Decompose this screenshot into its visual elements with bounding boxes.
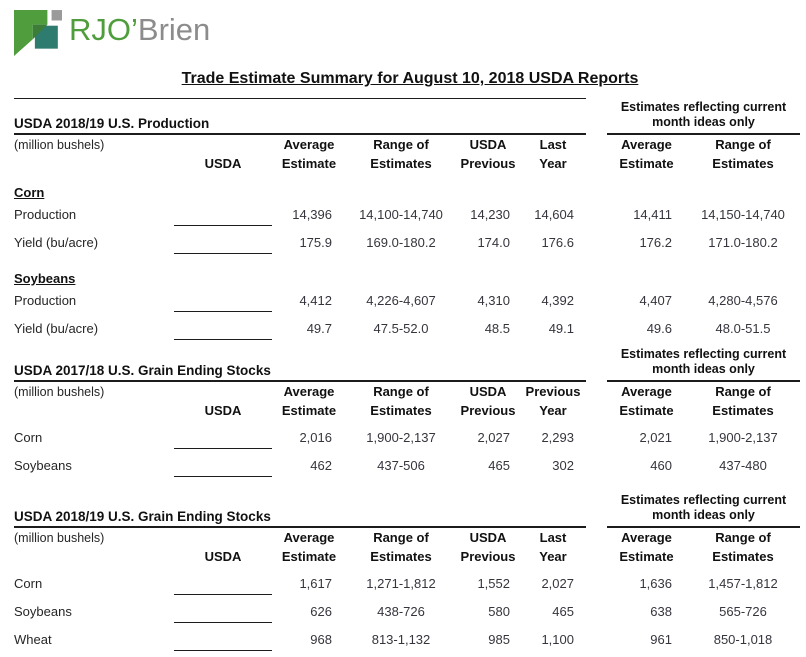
col-last-year: Last — [539, 530, 567, 545]
col-range-estimates-2: Estimates — [370, 403, 432, 418]
col-usda-previous: USDA — [469, 384, 507, 399]
usda-blank-line — [174, 320, 272, 340]
page-title-row — [14, 70, 806, 90]
col-last-year-2: Year — [539, 549, 567, 564]
cell-avg: 462 — [310, 457, 332, 473]
section-title: USDA 2017/18 U.S. Grain Ending Stocks — [14, 363, 271, 378]
cell-current-range: 565-726 — [719, 603, 767, 619]
cell-year: 49.1 — [548, 320, 574, 336]
column-header-row-1 — [14, 135, 806, 154]
col-usda-previous: USDA — [469, 137, 507, 152]
col-current-avg: Average — [621, 384, 672, 399]
column-header-row-2 — [14, 401, 806, 420]
row-label: Yield (bu/acre) — [14, 234, 99, 250]
cell-prev: 174.0 — [477, 234, 510, 250]
section-ending-stocks-1718 — [14, 345, 806, 479]
col-usda-previous-2: Previous — [460, 403, 516, 418]
unit-label: (million bushels) — [14, 530, 105, 545]
usda-blank-line — [174, 457, 272, 477]
cell-prev: 465 — [488, 457, 510, 473]
row-label: Production — [14, 206, 77, 222]
cell-year: 302 — [552, 457, 574, 473]
usda-blank-line — [174, 631, 272, 651]
row-label: Yield (bu/acre) — [14, 320, 99, 336]
group-header-corn — [14, 178, 806, 200]
cell-prev: 4,310 — [477, 292, 510, 308]
col-range-estimates: Range of — [373, 384, 429, 399]
brand-text-green: RJO’ — [69, 12, 138, 47]
row-label: Soybeans — [14, 457, 72, 473]
cell-range: 4,226-4,607 — [366, 292, 436, 308]
section-head — [14, 491, 806, 528]
cell-prev: 1,552 — [477, 575, 510, 591]
cell-current-avg: 176.2 — [639, 234, 672, 250]
group-name: Corn — [14, 185, 45, 200]
column-header-row-2 — [14, 547, 806, 566]
col-avg-estimate: Average — [283, 137, 335, 152]
usda-blank-line — [174, 603, 272, 623]
col-usda: USDA — [204, 403, 242, 418]
cell-year: 176.6 — [541, 234, 574, 250]
col-previous-year: Previous — [525, 384, 581, 399]
brand-wordmark — [69, 8, 210, 52]
cell-year: 2,027 — [541, 575, 574, 591]
column-header-row-1 — [14, 382, 806, 401]
cell-current-range: 48.0-51.5 — [715, 320, 771, 336]
col-current-avg-2: Estimate — [619, 549, 674, 564]
cell-year: 1,100 — [541, 631, 574, 647]
col-range-estimates-2: Estimates — [370, 549, 432, 564]
cell-current-avg: 14,411 — [633, 206, 672, 222]
cell-current-range: 1,457-1,812 — [708, 575, 778, 591]
unit-label: (million bushels) — [14, 384, 105, 399]
current-month-note-line2: month ideas only — [652, 362, 755, 376]
cell-year: 465 — [552, 603, 574, 619]
section-title-rule — [14, 345, 586, 382]
cell-range: 47.5-52.0 — [373, 320, 429, 336]
table-row — [14, 451, 806, 479]
row-label: Wheat — [14, 631, 52, 647]
current-month-note — [607, 347, 800, 382]
cell-current-range: 437-480 — [719, 457, 767, 473]
cell-range: 1,271-1,812 — [366, 575, 436, 591]
usda-blank-line — [174, 234, 272, 254]
cell-avg: 2,016 — [299, 429, 332, 445]
col-current-range-2: Estimates — [712, 403, 774, 418]
cell-current-range: 4,280-4,576 — [708, 292, 778, 308]
cell-current-avg: 2,021 — [639, 429, 672, 445]
section-head — [14, 345, 806, 382]
table-row — [14, 597, 806, 625]
row-label: Soybeans — [14, 603, 72, 619]
col-previous-year-2: Year — [539, 403, 567, 418]
cell-range: 813-1,132 — [371, 631, 431, 647]
col-current-avg: Average — [621, 137, 672, 152]
col-range-estimates: Range of — [373, 137, 429, 152]
section-ending-stocks-1819 — [14, 491, 806, 653]
col-avg-estimate: Average — [283, 384, 335, 399]
cell-range: 437-506 — [377, 457, 425, 473]
cell-avg: 968 — [310, 631, 332, 647]
cell-year: 4,392 — [541, 292, 574, 308]
col-avg-estimate-2: Estimate — [281, 156, 337, 171]
current-month-note-line2: month ideas only — [652, 508, 755, 522]
cell-current-range: 850-1,018 — [713, 631, 773, 647]
section-production — [14, 98, 806, 342]
section-title: USDA 2018/19 U.S. Grain Ending Stocks — [14, 509, 271, 524]
rjo-brien-logo — [14, 8, 806, 56]
table-row — [14, 625, 806, 653]
cell-current-avg: 4,407 — [639, 292, 672, 308]
col-usda: USDA — [204, 549, 242, 564]
col-current-range-2: Estimates — [712, 549, 774, 564]
cell-prev: 985 — [488, 631, 510, 647]
cell-current-avg: 961 — [650, 631, 672, 647]
usda-blank-line — [174, 429, 272, 449]
column-header-row-2 — [14, 154, 806, 173]
usda-blank-line — [174, 206, 272, 226]
usda-blank-line — [174, 292, 272, 312]
cell-range: 14,100-14,740 — [359, 206, 443, 222]
col-range-estimates-2: Estimates — [370, 156, 432, 171]
page-title: Trade Estimate Summary for August 10, 2018 USDA Reports — [181, 70, 639, 87]
brand-text-gray: Brien — [137, 12, 211, 47]
col-usda-previous-2: Previous — [460, 549, 516, 564]
cell-current-avg: 638 — [650, 603, 672, 619]
column-header-row-1 — [14, 528, 806, 547]
cell-current-range: 171.0-180.2 — [708, 234, 778, 250]
col-usda-previous: USDA — [469, 530, 507, 545]
cell-avg: 1,617 — [299, 575, 332, 591]
cell-current-range: 1,900-2,137 — [708, 429, 778, 445]
col-current-range-2: Estimates — [712, 156, 774, 171]
row-label: Corn — [14, 429, 43, 445]
section-title-rule — [14, 491, 586, 528]
cell-avg: 49.7 — [306, 320, 332, 336]
cell-avg: 175.9 — [299, 234, 332, 250]
table-row — [14, 423, 806, 451]
group-header-soybeans — [14, 264, 806, 286]
cell-current-avg: 460 — [650, 457, 672, 473]
row-label: Production — [14, 292, 77, 308]
cell-current-avg: 49.6 — [646, 320, 672, 336]
col-current-avg-2: Estimate — [619, 403, 674, 418]
current-month-note-line1: Estimates reflecting current — [620, 347, 787, 361]
section-title: USDA 2018/19 U.S. Production — [14, 116, 210, 131]
group-name: Soybeans — [14, 271, 76, 286]
rjo-brien-logo-mark-icon — [14, 8, 62, 56]
col-usda-previous-2: Previous — [460, 156, 516, 171]
cell-year: 2,293 — [541, 429, 574, 445]
cell-range: 1,900-2,137 — [366, 429, 436, 445]
section-head — [14, 98, 806, 135]
section-title-rule — [14, 98, 586, 135]
current-month-note — [607, 100, 800, 135]
cell-prev: 2,027 — [477, 429, 510, 445]
table-row — [14, 200, 806, 228]
current-month-note-line1: Estimates reflecting current — [620, 100, 787, 114]
cell-current-range: 14,150-14,740 — [701, 206, 785, 222]
col-avg-estimate-2: Estimate — [281, 403, 337, 418]
usda-blank-line — [174, 575, 272, 595]
cell-year: 14,604 — [534, 206, 574, 222]
col-range-estimates: Range of — [373, 530, 429, 545]
cell-prev: 14,230 — [470, 206, 510, 222]
cell-prev: 580 — [488, 603, 510, 619]
cell-avg: 14,396 — [292, 206, 332, 222]
col-avg-estimate: Average — [283, 530, 335, 545]
cell-avg: 4,412 — [299, 292, 332, 308]
col-last-year: Last — [539, 137, 567, 152]
current-month-note — [607, 493, 800, 528]
col-current-range: Range of — [715, 384, 771, 399]
unit-label: (million bushels) — [14, 137, 105, 152]
col-avg-estimate-2: Estimate — [281, 549, 337, 564]
col-current-range: Range of — [715, 137, 771, 152]
current-month-note-line1: Estimates reflecting current — [620, 493, 787, 507]
col-current-avg: Average — [621, 530, 672, 545]
cell-range: 169.0-180.2 — [366, 234, 436, 250]
cell-range: 438-726 — [377, 603, 425, 619]
table-row — [14, 228, 806, 256]
col-current-range: Range of — [715, 530, 771, 545]
row-label: Corn — [14, 575, 43, 591]
table-row — [14, 569, 806, 597]
col-usda: USDA — [204, 156, 242, 171]
current-month-note-line2: month ideas only — [652, 115, 755, 129]
col-last-year-2: Year — [539, 156, 567, 171]
cell-prev: 48.5 — [484, 320, 510, 336]
col-current-avg-2: Estimate — [619, 156, 674, 171]
table-row — [14, 286, 806, 314]
table-row — [14, 314, 806, 342]
cell-current-avg: 1,636 — [639, 575, 672, 591]
cell-avg: 626 — [310, 603, 332, 619]
